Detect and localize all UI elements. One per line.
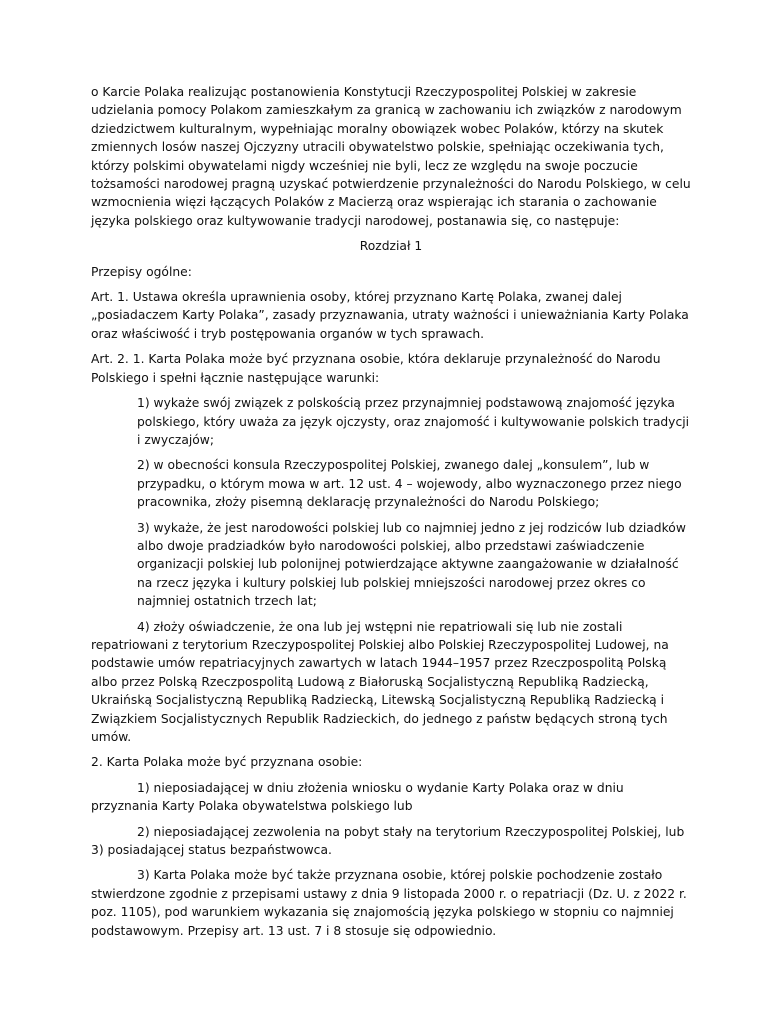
article-2-condition-1: 1) wykaże swój związek z polskością przez przynajmniej podstawową znajomość języka polskiego, który uważa za język ojczysty, oraz znajomość i kultywowanie polskich tradycji i zwyczajów; bbox=[137, 396, 690, 447]
article-2-section-2-item-3: 3) Karta Polaka może być także przyznana osobie, której polskie pochodzenie zostało stwierdzone zgodnie z przepisami ustawy z dnia 9 listopada 2000 r. o repatriacji (Dz. U. z 2022 r. poz. 1105), pod warunkiem wykazania się znajomością języka polskiego w stopniu co najmniej podstawowym. Przepisy art. 13 ust. 7 i 8 stosuje się odpowiednio. bbox=[91, 868, 687, 938]
article-2-condition-4: 4) złoży oświadczenie, że ona lub jej wstępni nie repatriowali się lub nie zostali repatriowani z terytorium Rzeczypospolitej Polskiej albo Polskiej Rzeczypospolitej Ludowej, na podstawie umów repatriacyjnych zawartych w latach 1944–1957 przez Rzeczpospolitą Polską albo przez Polską Rzeczpospolitą Ludową z Białoruską Socjalistyczną Republiką Radziecką, Ukraińską Socjalistyczną Republiką Radziecką, Litewską Socjalistyczną Republiką Radziecką i Związkiem Socjalistycznych Republik Radzieckich, do jednego z państw będących stroną tych umów. bbox=[91, 619, 669, 744]
article-2-condition-3: 3) wykaże, że jest narodowości polskiej lub co najmniej jedno z jej rodziców lub dziadków albo dwoje pradziadków było narodowości polskiej, albo przedstawi zaświadczenie organizacji polskiej lub polonijnej potwierdzające aktywne zaangażowanie w działalność na rzecz języka i kultury polskiej lub polskiej mniejszości narodowej przez okres co najmniej ostatnich trzech lat; bbox=[137, 520, 686, 609]
article-2-section-2-intro: 2. Karta Polaka może być przyznana osobie: bbox=[91, 755, 363, 770]
chapter-subtitle: Przepisy ogólne: bbox=[91, 264, 192, 279]
article-2-intro: Art. 2. 1. Karta Polaka może być przyznana osobie, która deklaruje przynależność do Narodu Polskiego i spełni łącznie następujące warunki: bbox=[91, 352, 661, 385]
document-page bbox=[91, 83, 691, 947]
chapter-title: Rozdział 1 bbox=[359, 239, 423, 254]
article-1-paragraph: Art. 1. Ustawa określa uprawnienia osoby, której przyznano Kartę Polaka, zwanej dalej „posiadaczem Karty Polaka”, zasady przyznawania, utraty ważności i unieważniania Karty Polaka oraz właściwość i tryb postępowania organów w tych sprawach. bbox=[91, 290, 689, 341]
article-2-section-2-item-2: 2) nieposiadającej zezwolenia na pobyt stały na terytorium Rzeczypospolitej Polskiej, lub 3) posiadającej status bezpaństwowca. bbox=[91, 824, 685, 858]
article-2-condition-2: 2) w obecności konsula Rzeczypospolitej Polskiej, zwanego dalej „konsulem”, lub w przypadku, o którym mowa w art. 12 ust. 4 – wojewody, albo wyznaczonego przez niego pracownika, złoży pisemną deklarację przynależności do Narodu Polskiego; bbox=[137, 458, 682, 510]
article-2-section-2-item-1: 1) nieposiadającej w dniu złożenia wniosku o wydanie Karty Polaka oraz w dniu przyznania Karty Polaka obywatelstwa polskiego lub bbox=[91, 780, 624, 814]
preamble-paragraph: o Karcie Polaka realizując postanowienia Konstytucji Rzeczypospolitej Polskiej w zakresie udzielania pomocy Polakom zamieszkałym za granicą w zachowaniu ich związków z narodowym dziedzictwem kulturalnym, wypełniając moralny obowiązek wobec Polaków, którzy na skutek zmiennych losów naszej Ojczyzny utracili obywatelstwo polskie, spełniając oczekiwania tych, którzy polskimi obywatelami nigdy wcześniej nie byli, lecz ze względu na swoje poczucie tożsamości narodowej pragną uzyskać potwierdzenie przynależności do Narodu Polskiego, w celu wzmocnienia więzi łączących Polaków z Macierzą oraz wspierając ich starania o zachowanie języka polskiego oraz kultywowanie tradycji narodowej, postanawia się, co następuje: bbox=[91, 85, 691, 228]
